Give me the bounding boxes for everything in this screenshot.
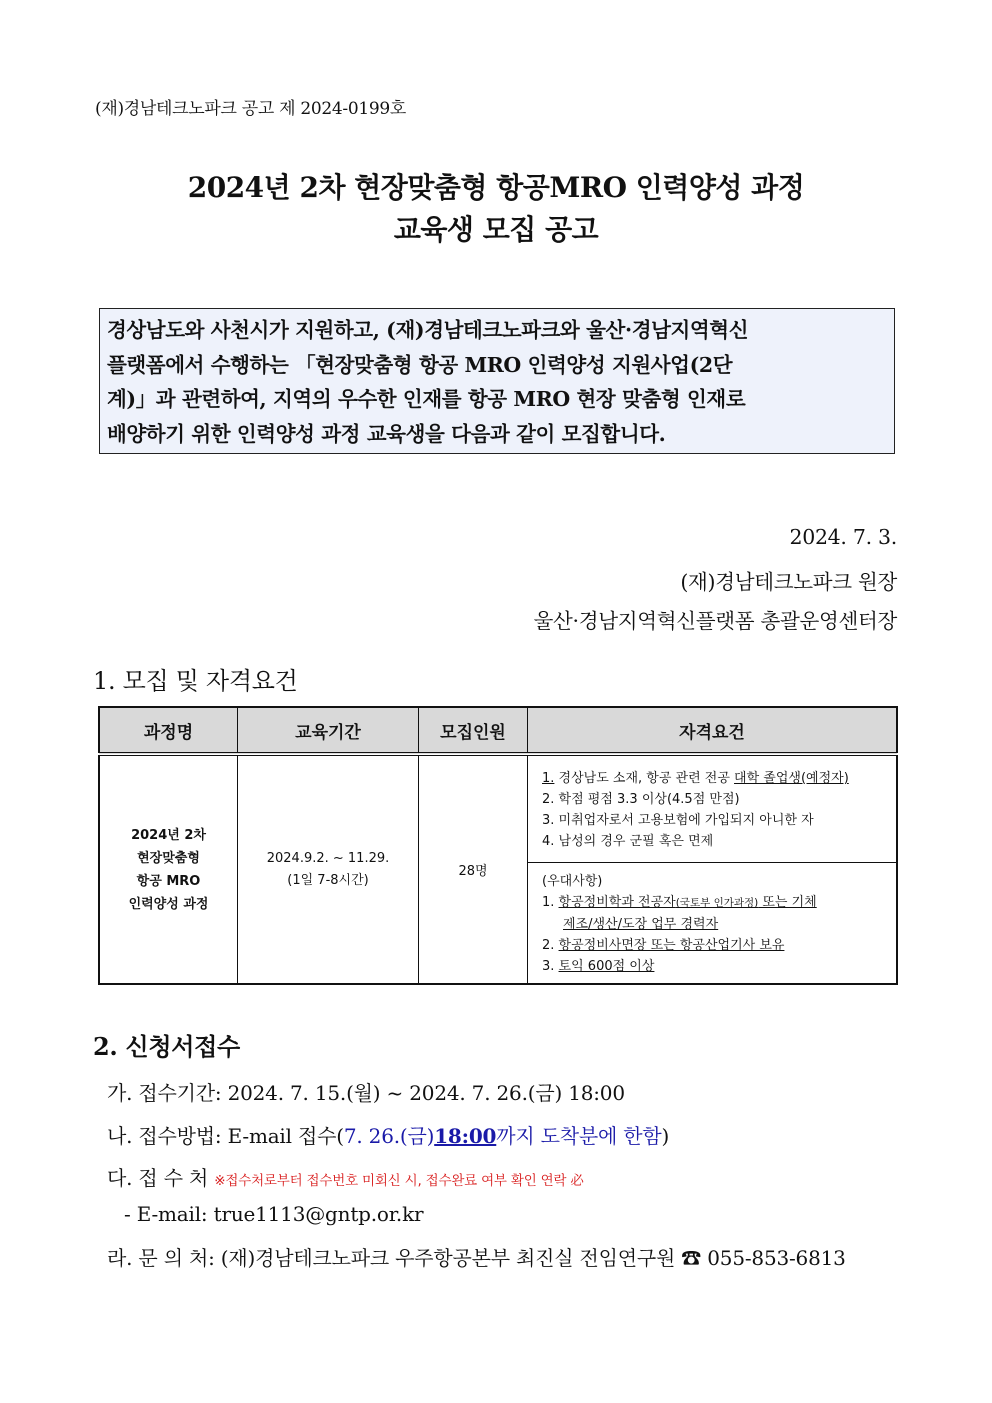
preference-text: 또는 기체 xyxy=(758,895,817,910)
requirement-item: 4. 남성의 경우 군필 혹은 면제 xyxy=(542,834,714,849)
method-date: 7. 26.(금) xyxy=(343,1124,435,1148)
requirements-cell xyxy=(528,754,898,863)
inquiry-line xyxy=(107,1242,846,1271)
period-cell xyxy=(238,754,419,984)
application-period xyxy=(107,1077,625,1106)
intro-box xyxy=(99,308,895,454)
requirement-text: 경상남도 소재, 항공 관련 전공 xyxy=(554,771,735,786)
preference-text: 제조/생산/도장 업무 경력자 xyxy=(563,917,719,932)
intro-line-1: 경상남도와 사천시가 지원하고, (재)경남테크노파크와 울산·경남지역혁신 xyxy=(107,318,749,342)
issuer-1: (재)경남테크노파크 원장 xyxy=(680,570,897,594)
header-period: 교육기간 xyxy=(238,707,419,754)
course-name-line: 항공 MRO xyxy=(136,873,201,889)
header-count: 모집인원 xyxy=(419,707,528,754)
header-course: 과정명 xyxy=(99,707,238,754)
preference-text: 항공정비사면장 또는 항공산업기사 보유 xyxy=(558,938,785,953)
notice-number: (재)경남테크노파크 공고 제 2024-0199호 xyxy=(95,99,407,119)
preference-item xyxy=(542,892,884,914)
phone-icon: ☎ xyxy=(681,1246,702,1270)
period-value: 2024. 7. 15.(월) ~ 2024. 7. 26.(금) 18:00 xyxy=(221,1081,625,1105)
method-rest: 까지 도착분에 한함 xyxy=(496,1124,662,1148)
table-header-row xyxy=(99,707,897,754)
preference-num: 2. xyxy=(542,938,559,953)
preferences-heading: (우대사항) xyxy=(542,874,603,889)
course-name-line: 인력양성 과정 xyxy=(128,896,209,912)
requirements-table xyxy=(98,706,898,985)
issue-date: 2024. 7. 3. xyxy=(789,525,897,549)
preference-item xyxy=(542,935,884,956)
requirement-item: 3. 미취업자로서 고용보험에 가입되지 아니한 자 xyxy=(542,813,814,828)
period-label: 가. 접수기간: xyxy=(107,1081,222,1105)
phone-number: 055-853-6813 xyxy=(707,1246,846,1270)
issuer-2: 울산·경남지역혁신플랫폼 총괄운영센터장 xyxy=(533,609,897,633)
section-2-heading: 2. 신청서접수 xyxy=(93,1032,240,1061)
table-row xyxy=(99,754,897,863)
inquiry-label: 라. 문 의 처: (재)경남테크노파크 우주항공본부 최진실 전임연구원 xyxy=(107,1246,676,1270)
office-label: 다. 접 수 처 xyxy=(107,1166,209,1190)
period-dates: 2024.9.2. ~ 11.29. xyxy=(266,850,390,866)
header-requirements: 자격요건 xyxy=(528,707,898,754)
method-label: 나. 접수방법: E-mail 접수( xyxy=(107,1124,344,1148)
intro-line-3: 계)」과 관련하여, 지역의 우수한 인재를 항공 MRO 현장 맞춤형 인재로 xyxy=(107,387,746,411)
course-name-line: 2024년 2차 xyxy=(131,827,206,843)
course-name-cell xyxy=(99,754,238,984)
method-close: ) xyxy=(661,1124,670,1148)
requirement-underlined: 대학 졸업생(예정자) xyxy=(734,771,849,786)
section-1-heading: 1. 모집 및 자격요건 xyxy=(93,667,298,695)
method-time: 18:00 xyxy=(434,1124,497,1148)
title-line-1: 2024년 2차 현장맞춤형 항공MRO 인력양성 과정 xyxy=(187,171,805,204)
requirement-item: 2. 학점 평점 3.3 이상(4.5점 만점) xyxy=(542,792,740,807)
course-name-line: 현장맞춤형 xyxy=(137,850,200,866)
preferences-cell xyxy=(528,863,898,985)
preference-text: 토익 600점 이상 xyxy=(558,959,655,974)
application-method xyxy=(107,1120,669,1149)
preference-small: (국토부 인가과정) xyxy=(675,897,759,909)
requirement-num: 1. xyxy=(542,771,555,786)
title-line-2: 교육생 모집 공고 xyxy=(393,213,599,246)
requirement-item xyxy=(542,768,884,789)
intro-line-4: 배양하기 위한 인력양성 과정 교육생을 다음과 같이 모집합니다. xyxy=(107,421,666,446)
period-hours: (1일 7-8시간) xyxy=(287,872,369,888)
application-office xyxy=(107,1162,584,1191)
count-cell: 28명 xyxy=(419,754,528,984)
preference-item-cont xyxy=(542,914,884,935)
preference-item xyxy=(542,956,884,977)
office-note: ※접수처로부터 접수번호 미회신 시, 접수완료 여부 확인 연락 必 xyxy=(214,1173,584,1189)
intro-line-2: 플랫폼에서 수행하는 「현장맞춤형 항공 MRO 인력양성 지원사업(2단 xyxy=(107,352,733,377)
email-line: - E-mail: true1113@gntp.or.kr xyxy=(124,1202,424,1226)
preference-text: 항공정비학과 전공자 xyxy=(558,895,676,910)
preference-num: 1. xyxy=(542,895,559,910)
preference-num: 3. xyxy=(542,959,559,974)
